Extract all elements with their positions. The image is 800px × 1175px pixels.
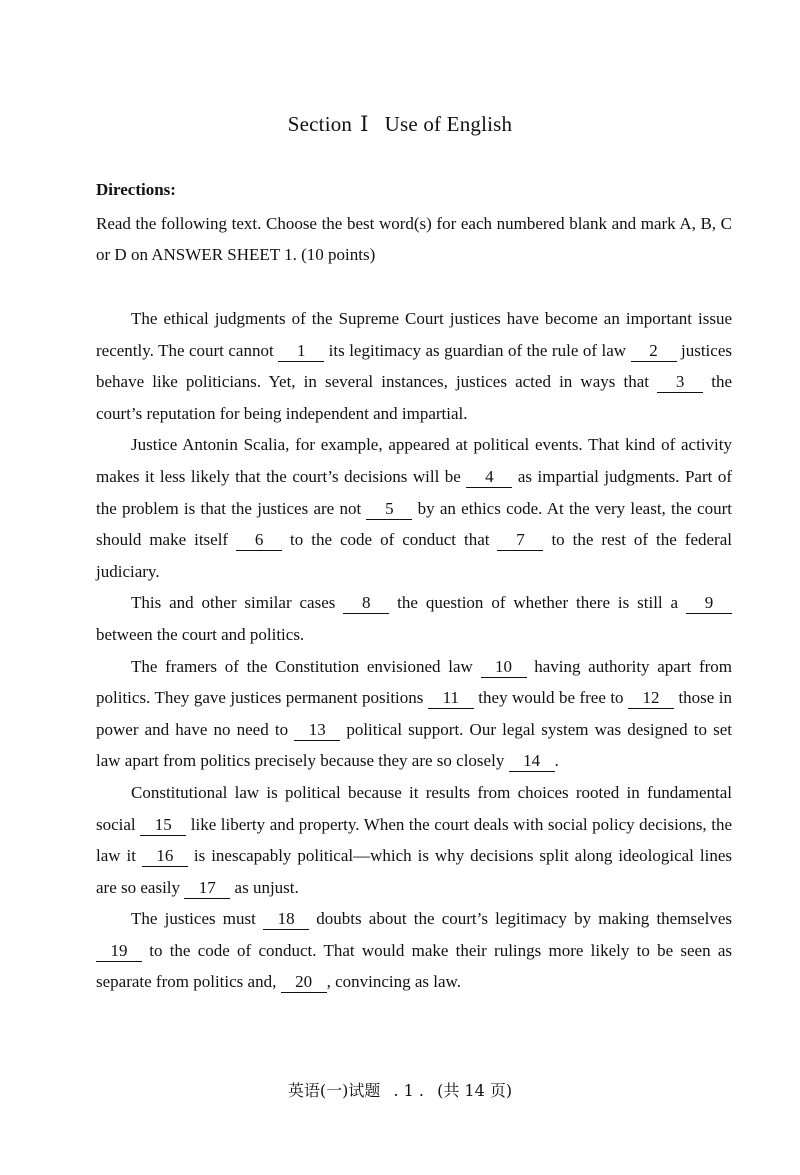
passage-text: its legitimacy as guardian of the rule of law (324, 340, 631, 360)
cloze-blank: 17 (184, 878, 230, 899)
section-number: Ⅰ (360, 112, 369, 136)
cloze-blank: 2 (631, 341, 677, 362)
cloze-blank: 5 (366, 499, 412, 520)
passage-text: is inescapably political—which is why decisions split along ideological lines are so easily (96, 846, 732, 897)
passage-text: as impartial judgments. Part of the problem is that the justices are not (96, 466, 732, 518)
passage-paragraph (96, 903, 732, 998)
passage-text: having authority apart from politics. They gave justices permanent positions (96, 656, 732, 708)
section-name: Use of English (384, 112, 513, 136)
passage-text: . (554, 751, 559, 771)
passage-text: as unjust. (230, 877, 299, 897)
passage-text: justices behave like politicians. Yet, in several instances, justices acted in ways that (96, 340, 732, 392)
cloze-blank: 8 (343, 593, 389, 614)
cloze-blank: 13 (294, 720, 340, 741)
cloze-blank: 12 (628, 688, 674, 709)
cloze-blank: 7 (497, 530, 543, 551)
cloze-blank: 16 (142, 846, 188, 867)
footer-total-pages: (共 14 页) (437, 1081, 513, 1100)
cloze-blank: 3 (657, 372, 703, 393)
directions-heading: Directions: (96, 180, 176, 199)
passage-text: The framers of the Constitution envisioned law (131, 656, 481, 676)
cloze-blank: 18 (263, 909, 309, 930)
passage-text: the court’s reputation for being independent and impartial. (96, 372, 732, 423)
passage-text: by an ethics code. At the very least, the court should make itself (96, 498, 732, 550)
passage-text: doubts about the court’s legitimacy by making themselves (309, 909, 732, 929)
passage-text: political support. Our legal system was designed to set law apart from politics precisely because they are so closely (96, 719, 732, 771)
footer-page-number: . 1 . (393, 1081, 424, 1100)
cloze-blank: 20 (281, 972, 327, 993)
passage-paragraph (96, 587, 732, 650)
cloze-blank: 19 (96, 941, 142, 962)
passage-text: the question of whether there is still a (389, 593, 686, 613)
footer-title: 英语(一)试题 (287, 1081, 381, 1100)
directions-text: Read the following text. Choose the best word(s) for each numbered blank and mark A, B, C or D on ANSWER SHEET 1. (10 points) (96, 214, 732, 264)
passage-text: to the code of conduct. That would make their rulings more likely to be seen as separate from politics and, (96, 940, 732, 992)
cloze-blank: 11 (428, 688, 474, 709)
cloze-blank: 9 (686, 593, 732, 614)
passage-text: to the code of conduct that (282, 530, 498, 550)
cloze-blank: 10 (481, 657, 527, 678)
passage-text: , convincing as law. (326, 972, 461, 992)
cloze-blank: 14 (509, 751, 555, 772)
passage-paragraph (96, 651, 732, 777)
passage-text: The justices must (131, 909, 264, 929)
page-footer (0, 1078, 800, 1101)
passage-text: between the court and politics. (96, 624, 305, 644)
passage-text: Justice Antonin Scalia, for example, appeared at political events. That kind of activity makes it less likely that the court’s decisions will be (96, 435, 732, 486)
passage-text: to the rest of the federal judiciary. (96, 530, 732, 581)
cloze-blank: 15 (140, 815, 186, 836)
passage-paragraph (96, 429, 732, 587)
passage-paragraph (96, 303, 732, 429)
passage-text: The ethical judgments of the Supreme Court justices have become an important issue recently. The court cannot (96, 309, 732, 360)
passage-text: This and other similar cases (131, 593, 344, 613)
cloze-passage (96, 303, 732, 998)
passage-text: like liberty and property. When the court deals with social policy decisions, the law it (96, 814, 732, 866)
section-label: Section (287, 112, 353, 136)
passage-text: Constitutional law is political because it results from choices rooted in fundamental social (96, 782, 732, 834)
cloze-blank: 6 (236, 530, 282, 551)
passage-text: those in power and have no need to (96, 688, 733, 739)
cloze-blank: 1 (278, 341, 324, 362)
passage-text: they would be free to (473, 688, 629, 708)
cloze-blank: 4 (466, 467, 512, 488)
passage-paragraph (96, 777, 732, 903)
section-title (0, 112, 800, 137)
